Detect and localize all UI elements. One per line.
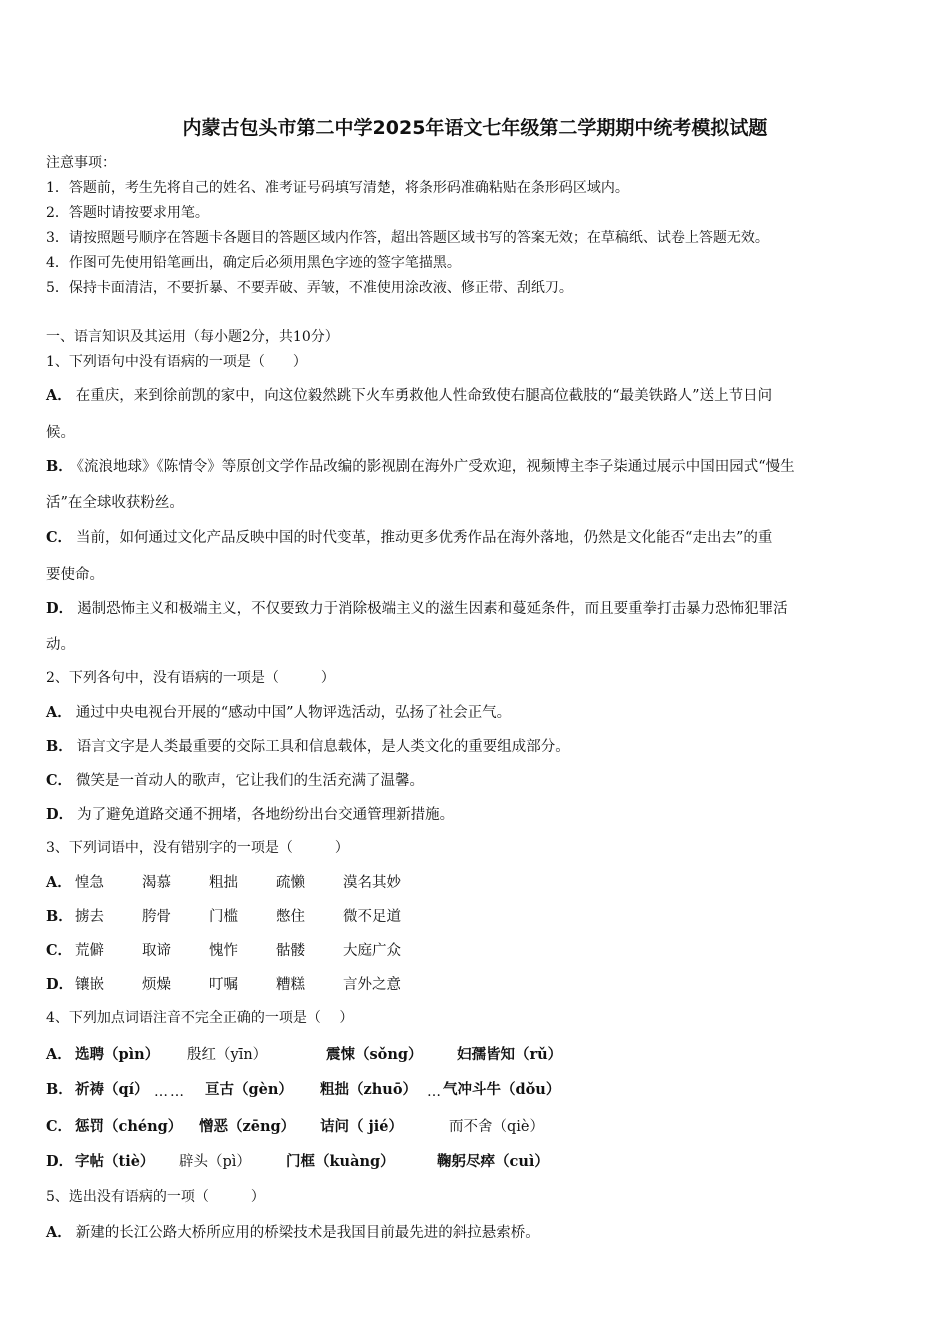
word: 疏懒: [276, 875, 305, 891]
section-heading: 一、语言知识及其运用（每小题2分，共10分）: [46, 329, 339, 345]
option-label: B．: [46, 738, 73, 755]
word: 叮嘱: [209, 977, 238, 993]
option-a: [46, 1221, 540, 1242]
word: 渴慕: [142, 875, 171, 891]
question-stem: 1、下列语句中没有语病的一项是（ ）: [46, 354, 307, 370]
pinyin-item: 辟头（pì）: [179, 1154, 251, 1170]
word: 惶急: [75, 875, 104, 891]
question-stem: 5、选出没有语病的一项（ ）: [46, 1189, 265, 1205]
option-text: 在重庆，来到徐前凯的家中，向这位毅然跳下火车勇救他人性命致使右腿高位截肢的“最美铁路人”送上节日问: [75, 388, 773, 404]
word: 大庭广众: [343, 943, 401, 959]
pinyin-item: 门框（kuàng）: [286, 1153, 395, 1170]
pinyin-item: 殷红（yīn）: [187, 1047, 268, 1063]
option-b: [46, 735, 570, 756]
option-b-cont: 活”在全球收获粉丝。: [46, 495, 184, 511]
pinyin-item: 鞠躬尽瘁（cuì）: [437, 1153, 549, 1170]
word: 门槛: [209, 909, 238, 925]
option-d: [46, 803, 454, 824]
option-label: D．: [46, 806, 74, 823]
option-label: C．: [46, 772, 73, 789]
option-text: 当前，如何通过文化产品反映中国的时代变革，推动更多优秀作品在海外落地，仍然是文化能否“走出去”的重: [76, 530, 773, 546]
option-a: [46, 384, 772, 405]
option-label: C．: [46, 942, 73, 959]
option-label: A．: [46, 704, 72, 721]
option-label: B．: [46, 458, 73, 475]
emphasis-dots: ……: [154, 1084, 186, 1100]
pinyin-item: 粗拙（zhuō）: [320, 1081, 417, 1098]
option-label: A．: [46, 874, 72, 891]
pinyin-item: 而不舍（qiè）: [449, 1119, 545, 1135]
option-label: B．: [46, 908, 73, 925]
option-text: 通过中央电视台开展的“感动中国”人物评选活动，弘扬了社会正气。: [75, 705, 512, 721]
pinyin-item: 亘古（gèn）: [205, 1081, 293, 1098]
word: 言外之意: [343, 977, 401, 993]
pinyin-item: 诘问（ jié）: [320, 1118, 404, 1135]
pinyin-item: 气冲斗牛（dǒu）: [443, 1081, 561, 1098]
word: 漠名其妙: [343, 875, 401, 891]
pinyin-item: 选聘（pìn）: [75, 1046, 160, 1063]
option-text: 遏制恐怖主义和极端主义，不仅要致力于消除极端主义的滋生因素和蔓延条件，而且要重拳打击暴力恐怖犯罪活: [77, 601, 788, 617]
option-c: [46, 769, 424, 790]
option-label: A．: [46, 387, 72, 404]
question-stem: 2、下列各句中，没有语病的一项是（ ）: [46, 670, 335, 686]
word: 烦燥: [142, 977, 171, 993]
notice-item: 1．答题前，考生先将自己的姓名、准考证号码填写清楚，将条形码准确粘贴在条形码区域内。: [46, 180, 629, 196]
notice-item: 5．保持卡面清洁，不要折暴、不要弄破、弄皱，不准使用涂改液、修正带、刮纸刀。: [46, 280, 573, 296]
option-text: 语言文字是人类最重要的交际工具和信息载体，是人类文化的重要组成部分。: [76, 739, 570, 755]
pinyin-item: 字帖（tiè）: [75, 1153, 155, 1170]
word: 微不足道: [343, 909, 401, 925]
option-a: [46, 701, 511, 722]
option-label: B．: [46, 1081, 73, 1098]
emphasis-dots: …: [427, 1084, 443, 1100]
pinyin-item: 惩罚（chéng）: [75, 1118, 183, 1135]
option-label: D．: [46, 600, 74, 617]
option-label: A．: [46, 1224, 72, 1241]
pinyin-item: 妇孺皆知（rǔ）: [457, 1046, 563, 1063]
pinyin-item: 祈祷（qí）: [75, 1081, 149, 1098]
notice-item: 3．请按照题号顺序在答题卡各题目的答题区域内作答，超出答题区域书写的答案无效；在草稿纸、试卷上答题无效。: [46, 230, 769, 246]
option-label: C．: [46, 1118, 73, 1135]
option-d: [46, 597, 788, 618]
word: 愧怍: [209, 943, 238, 959]
option-label: A．: [46, 1046, 72, 1063]
word: 胯骨: [142, 909, 171, 925]
option-text: 《流浪地球》《陈情令》等原创文学作品改编的影视剧在海外广受欢迎，视频博主李子柒通过展示中国田园式“慢生: [76, 459, 795, 475]
notice-item: 2．答题时请按要求用笔。: [46, 205, 209, 221]
word: 糟糕: [276, 977, 305, 993]
option-text: 新建的长江公路大桥所应用的桥梁技术是我国目前最先进的斜拉悬索桥。: [75, 1225, 540, 1241]
word: 镶嵌: [75, 977, 104, 993]
option-d-cont: 动。: [46, 637, 75, 653]
question-stem: 4、下列加点词语注音不完全正确的一项是（ ）: [46, 1010, 354, 1026]
word: 粗拙: [209, 875, 238, 891]
option-label: D．: [46, 976, 74, 993]
option-label: D．: [46, 1153, 74, 1170]
word: 取谛: [142, 943, 171, 959]
option-c-cont: 要使命。: [46, 567, 104, 583]
page-title: 内蒙古包头市第二中学2025年语文七年级第二学期期中统考模拟试题: [182, 117, 768, 139]
notice-item: 4．作图可先使用铅笔画出，确定后必须用黑色字迹的签字笔描黑。: [46, 255, 461, 271]
word: 骷髅: [276, 943, 305, 959]
option-text: 为了避免道路交通不拥堵，各地纷纷出台交通管理新措施。: [77, 807, 455, 823]
option-label: C．: [46, 529, 73, 546]
word: 憋住: [276, 909, 305, 925]
pinyin-item: 震悚（sǒng）: [326, 1046, 423, 1063]
option-b: [46, 455, 795, 476]
notice-heading: 注意事项：: [46, 155, 116, 171]
option-a-cont: 候。: [46, 425, 75, 441]
option-c: [46, 526, 772, 547]
pinyin-item: 憎恶（zēng）: [199, 1118, 296, 1135]
word: 掳去: [75, 909, 104, 925]
option-text: 微笑是一首动人的歌声，它让我们的生活充满了温馨。: [76, 773, 425, 789]
word: 荒僻: [75, 943, 104, 959]
question-stem: 3、下列词语中，没有错别字的一项是（ ）: [46, 840, 349, 856]
